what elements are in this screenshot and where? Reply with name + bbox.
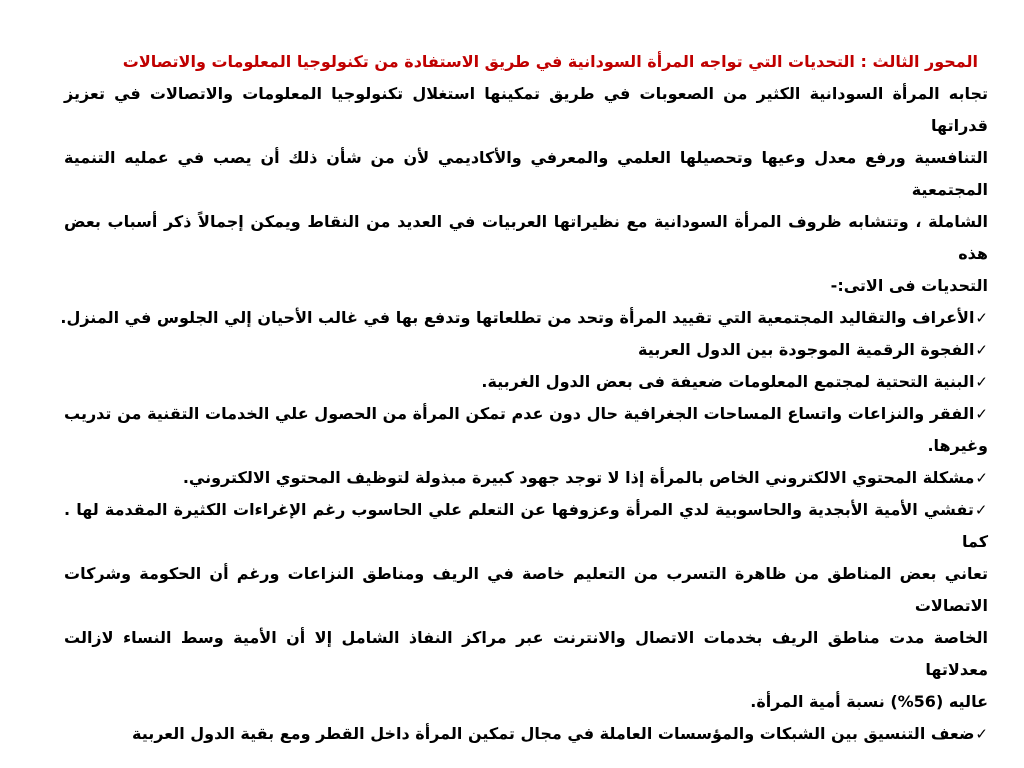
list-item-5 [64, 462, 988, 494]
list-item-text: الفجوة الرقمية الموجودة بين الدول العربية [637, 340, 975, 359]
list-item-6-continued: الخاصة مدت مناطق الريف بخدمات الاتصال والانترنت عبر مراكز النفاذ الشامل إلا أن الأمية وسط النساء لازالت معدلاتها [64, 628, 988, 679]
section-title: المحور الثالث : التحديات التي تواجه المرأة السودانية في طريق الاستفادة من تكنولوجيا المعلومات والاتصالات [122, 52, 978, 71]
list-item-6 [64, 494, 988, 558]
intro-line-1: تجابه المرأة السودانية الكثير من الصعوبات في طريق تمكينها استغلال تكنولوجيا المعلومات والاتصالات في تعزيز قدراتها [64, 84, 988, 135]
intro-line-4: التحديات فى الاتى:- [830, 276, 988, 295]
checkmark-icon: ✓ [975, 341, 988, 359]
list-item-text: تفشي الأمية الأبجدية والحاسوبية لدي المرأة وعزوفها عن التعلم علي الحاسوب رغم الإغراءات الكثيرة المقدمة لها . كما [64, 500, 988, 551]
checkmark-icon: ✓ [975, 469, 988, 487]
slide-content [60, 46, 989, 750]
checkmark-icon: ✓ [975, 725, 988, 743]
list-item-6-continued: عاليه (56%) نسبة أمية المرأة. [750, 692, 988, 711]
intro-line-2: التنافسية ورفع معدل وعيها وتحصيلها العلمي والمعرفي والأكاديمي لأن من شأن ذلك أن يصب في عمليه التنمية المجتمعية [64, 148, 988, 199]
checkmark-icon: ✓ [975, 405, 989, 423]
list-item-text: الفقر والنزاعات واتساع المساحات الجغرافية حال دون عدم تمكن المرأة من الحصول علي الخدمات التقنية من تدريب [64, 404, 975, 423]
list-item-text: ضعف التنسيق بين الشبكات والمؤسسات العاملة في مجال تمكين المرأة داخل القطر ومع بقية الدول العربية [131, 724, 975, 743]
checkmark-icon: ✓ [975, 373, 988, 391]
list-item-text: البنية التحتية لمجتمع المعلومات ضعيفة فى بعض الدول الغربية. [481, 372, 975, 391]
list-item-2 [64, 334, 988, 366]
list-item-text: الأعراف والتقاليد المجتمعية التي تقييد المرأة وتحد من تطلعاتها وتدفع بها في غالب الأحيان إلي الجلوس في المنزل. [60, 308, 975, 327]
checkmark-icon: ✓ [975, 309, 988, 327]
list-item-1 [60, 302, 988, 334]
list-item-4 [64, 398, 988, 430]
list-item-text: مشكلة المحتوي الالكتروني الخاص بالمرأة إذا لا توجد جهود كبيرة مبذولة لتوظيف المحتوي الالكتروني. [182, 468, 975, 487]
intro-line-3: الشاملة ، وتتشابه ظروف المرأة السودانية مع نظيراتها العربيات في العديد من النقاط ويمكن إجمالاً ذكر أسباب بعض هذه [64, 212, 988, 263]
list-item-6-continued: تعاني بعض المناطق من ظاهرة التسرب من التعليم خاصة في الريف ومناطق النزاعات ورغم أن الحكومة وشركات الاتصالات [64, 564, 988, 615]
list-item-7 [64, 718, 988, 750]
list-item-4-continued: وغيرها. [927, 436, 988, 455]
checkmark-icon: ✓ [974, 501, 988, 519]
list-item-3 [64, 366, 988, 398]
